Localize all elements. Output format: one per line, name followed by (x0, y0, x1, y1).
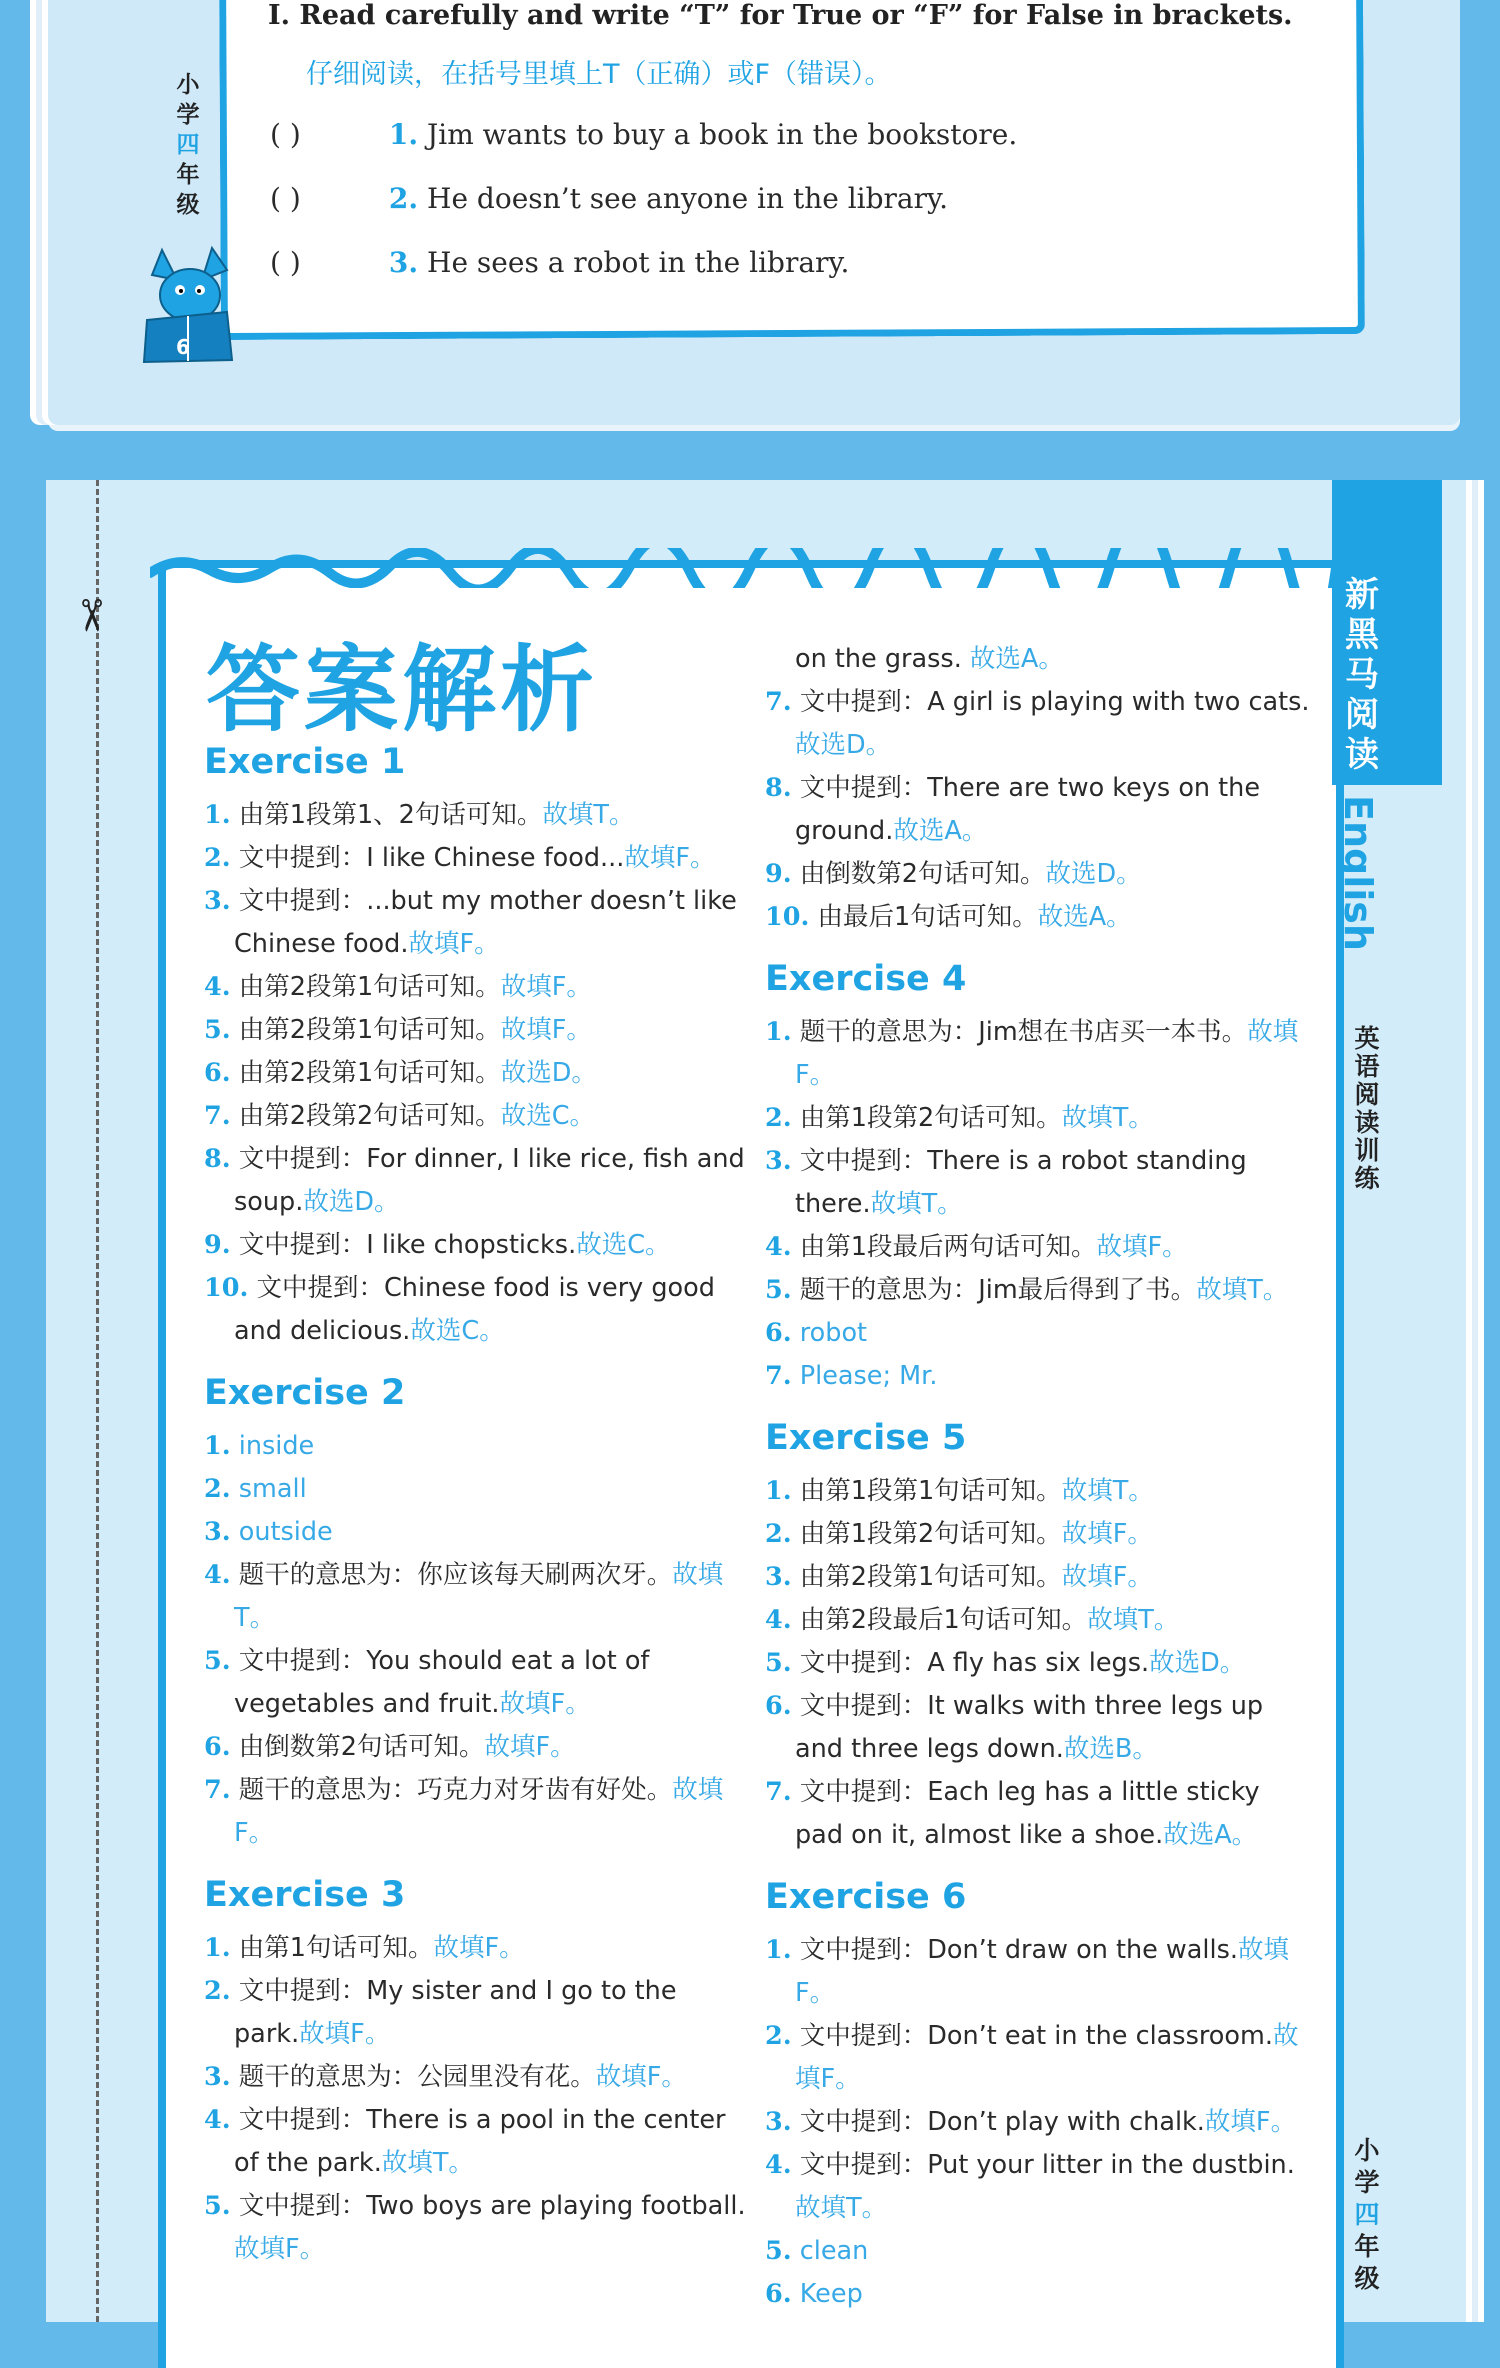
answer-key: 故填F。 (1204, 2107, 1297, 2137)
question-number: 1. (388, 118, 419, 151)
answer-text: 由第2段第1句话可知。 (238, 1058, 501, 1088)
answer-text: 文中提到：You should eat a lot of vegetables and fruit. (234, 1646, 650, 1719)
answer-text: 文中提到：There is a pool in the center of the park. (234, 2105, 726, 2178)
answer-key: 故选D。 (1045, 859, 1142, 889)
answer-key: small (238, 1474, 307, 1504)
answer-text: 由最后1句话可知。 (817, 902, 1038, 932)
list-item (765, 1556, 1310, 1599)
exercise-title: Exercise 1 (204, 742, 406, 782)
answer-key: 故选A。 (1163, 1820, 1258, 1850)
answer-key: 故选A。 (1037, 902, 1132, 932)
scissors-icon: ✂ (64, 597, 116, 634)
answer-key: 故填T。 (381, 2148, 474, 2178)
item-number: 7. (204, 1101, 231, 1131)
grade-char: 小 (176, 72, 200, 98)
answer-key: robot (799, 1318, 868, 1348)
item-number: 5. (204, 1015, 231, 1045)
item-number: 3. (204, 2062, 231, 2092)
answer-key: 故选D。 (1149, 1648, 1246, 1678)
exercise-title: Exercise 2 (204, 1373, 406, 1413)
answer-key: 故填F。 (499, 1689, 591, 1719)
item-number: 8. (204, 1144, 231, 1174)
answer-text: 题干的意思为：公园里没有花。 (238, 2062, 596, 2092)
item-number: 5. (204, 2191, 231, 2221)
grade-char: 小 (1354, 2136, 1380, 2165)
item-number: 1. (204, 800, 231, 830)
list-item (204, 2056, 749, 2099)
item-number: 2. (765, 1519, 792, 1549)
subtitle-char: 阅 (1354, 1080, 1380, 1109)
answer-key: 故填F。 (234, 1775, 724, 1848)
answer-key: 故选A。 (969, 644, 1064, 674)
answer-key: 故填F。 (1096, 1232, 1188, 1262)
page-number: 6 (176, 335, 190, 359)
item-number: 1. (204, 1933, 231, 1963)
list-item (765, 2273, 1310, 2316)
grade-char: 级 (1354, 2264, 1380, 2293)
series-char: 阅 (1345, 695, 1379, 735)
answer-text: 文中提到：Don’t play with chalk. (799, 2107, 1205, 2137)
item-number: 3. (765, 1562, 792, 1592)
answer-key: 故填F。 (1061, 1519, 1153, 1549)
question-text: He doesn’t see anyone in the library. (427, 182, 948, 215)
item-number: 3. (765, 1146, 792, 1176)
item-number: 9. (765, 859, 792, 889)
item-number: 5. (765, 2236, 792, 2266)
item-number: 4. (204, 2105, 231, 2135)
answer-list (765, 681, 1310, 939)
answer-key: 故选A。 (893, 816, 988, 846)
answer-text: 文中提到：It walks with three legs up and three legs down. (795, 1691, 1264, 1764)
item-number: 10. (204, 1273, 249, 1303)
answer-key: 故填F。 (624, 843, 716, 873)
grade-char: 四 (176, 132, 200, 158)
list-item (765, 1355, 1310, 1398)
item-number: 4. (204, 972, 231, 1002)
item-number: 6. (765, 2279, 792, 2309)
list-item (204, 1970, 749, 2056)
list-item (765, 1011, 1310, 1097)
list-item (204, 1224, 749, 1267)
answer-key: 故填T。 (1061, 1476, 1154, 1506)
answer-list (204, 1425, 749, 1855)
answer-key: 故选D。 (303, 1187, 400, 1217)
list-item (765, 1929, 1310, 2015)
answer-text: 文中提到：I like chopsticks. (238, 1230, 577, 1260)
list-item (765, 1513, 1310, 1556)
answers-right-column (765, 638, 1310, 2316)
subtitle-char: 语 (1354, 1052, 1380, 1081)
series-char: 新 (1345, 575, 1379, 615)
item-number: 6. (204, 1732, 231, 1762)
list-item (765, 1685, 1310, 1771)
grade-char: 年 (1354, 2232, 1380, 2261)
answer-key: 故填T。 (1196, 1275, 1289, 1305)
list-item (765, 1226, 1310, 1269)
answer-key: 故填T。 (542, 800, 635, 830)
grade-char: 学 (176, 102, 200, 128)
question-number: 2. (388, 182, 419, 215)
item-number: 10. (765, 902, 810, 932)
list-item (204, 1095, 749, 1138)
list-item (204, 1726, 749, 1769)
item-number: 3. (765, 2107, 792, 2137)
item-number: 3. (204, 886, 231, 916)
subtitle-char: 英 (1354, 1024, 1380, 1053)
answer-key: 故填F。 (433, 1933, 525, 1963)
answer-text: 由第1段最后两句话可知。 (799, 1232, 1097, 1262)
item-number: 4. (765, 1605, 792, 1635)
answer-text: 由第2段第1句话可知。 (238, 972, 501, 1002)
list-item (204, 1769, 749, 1855)
question-number: 3. (388, 246, 419, 279)
list-item (204, 1640, 749, 1726)
list-item (765, 1771, 1310, 1857)
grade-char: 级 (176, 192, 200, 218)
answer-text: 由第2段最后1句话可知。 (799, 1605, 1088, 1635)
answer-text: 题干的意思为：Jim想在书店买一本书。 (799, 1017, 1248, 1047)
answer-text: 文中提到：Don’t draw on the walls. (799, 1935, 1238, 1965)
list-item (204, 794, 749, 837)
answer-text: 文中提到：Don’t eat in the classroom. (799, 2021, 1273, 2051)
answers-left-column (204, 740, 749, 2271)
list-item (204, 966, 749, 1009)
answer-text: 题干的意思为：你应该每天刷两次牙。 (238, 1560, 673, 1590)
answer-key: outside (238, 1517, 333, 1547)
item-number: 8. (765, 773, 792, 803)
top-question-panel (219, 0, 1365, 340)
answer-key: 故填F。 (795, 1935, 1289, 2008)
item-number: 7. (765, 687, 792, 717)
answer-text: 文中提到：There is a robot standing there. (795, 1146, 1247, 1219)
answer-list (204, 1927, 749, 2271)
answer-text: 文中提到：For dinner, I like rice, fish and soup. (234, 1144, 745, 1217)
list-item (204, 2185, 749, 2271)
list-item (765, 2101, 1310, 2144)
item-number: 2. (204, 843, 231, 873)
question-row (270, 118, 1017, 151)
list-item (204, 880, 749, 966)
answer-key: 故填F。 (500, 1015, 592, 1045)
item-number: 1. (765, 1935, 792, 1965)
item-number: 1. (204, 1431, 231, 1461)
answer-key: Keep (799, 2279, 863, 2309)
cut-line (96, 480, 99, 2322)
list-item (204, 1554, 749, 1640)
item-number: 9. (204, 1230, 231, 1260)
item-number: 6. (204, 1058, 231, 1088)
answer-text: 由第1段第1句话可知。 (799, 1476, 1062, 1506)
answer-text: 题干的意思为：巧克力对牙齿有好处。 (238, 1775, 673, 1805)
item-number: 3. (204, 1517, 231, 1547)
item-number: 2. (204, 1474, 231, 1504)
answer-list (765, 1470, 1310, 1857)
grade-char: 年 (176, 162, 200, 188)
side-subtitle (1352, 1025, 1382, 1193)
answer-list (765, 1929, 1310, 2316)
item-number: 7. (204, 1775, 231, 1805)
answer-key: 故填F。 (795, 2021, 1299, 2094)
answer-text: 文中提到：There are two keys on the ground. (795, 773, 1261, 846)
list-item (765, 1642, 1310, 1685)
answer-key: 故填F。 (234, 2234, 326, 2264)
list-item (204, 1009, 749, 1052)
list-item (765, 1470, 1310, 1513)
side-grade-label (170, 70, 206, 220)
answer-text: 由第1段第1、2句话可知。 (238, 800, 543, 830)
series-char: 读 (1345, 735, 1379, 775)
grade-char: 学 (1354, 2168, 1380, 2197)
item-number: 4. (765, 2150, 792, 2180)
list-item (765, 853, 1310, 896)
answer-text: 文中提到：A fly has six legs. (799, 1648, 1150, 1678)
answer-text: 文中提到：Two boys are playing football. (238, 2191, 746, 2221)
answer-text: 文中提到：Put your litter in the dustbin. (799, 2150, 1295, 2180)
answer-key: 故填T。 (1061, 1103, 1154, 1133)
answer-text: 由第2段第2句话可知。 (238, 1101, 501, 1131)
item-number: 2. (765, 1103, 792, 1133)
answer-text: 由第2段第1句话可知。 (238, 1015, 501, 1045)
answer-text: on the grass. (795, 644, 962, 674)
answer-key: 故填F。 (408, 929, 500, 959)
list-item (765, 1140, 1310, 1226)
answer-text: 文中提到：Chinese food is very good and delicious. (234, 1273, 715, 1346)
list-item (765, 767, 1310, 853)
list-item (204, 1425, 749, 1468)
question-text: He sees a robot in the library. (427, 246, 850, 279)
answer-text: 由第2段第1句话可知。 (799, 1562, 1062, 1592)
answer-text: 文中提到：My sister and I go to the park. (234, 1976, 677, 2049)
question-text: Jim wants to buy a book in the bookstore. (427, 118, 1018, 151)
item-number: 6. (765, 1691, 792, 1721)
answer-text: 文中提到：Each leg has a little sticky pad on it, almost like a shoe. (795, 1777, 1260, 1850)
answer-key: 故填F。 (1061, 1562, 1153, 1592)
list-item (765, 1599, 1310, 1642)
exercise-title: Exercise 5 (765, 1418, 967, 1458)
answer-key: clean (799, 2236, 869, 2266)
subtitle-char: 练 (1354, 1164, 1380, 1193)
list-item (765, 1312, 1310, 1355)
grade-char: 四 (1354, 2200, 1380, 2229)
answer-key: 故填F。 (299, 2019, 391, 2049)
item-number: 4. (204, 1560, 231, 1590)
question-heading: Ⅰ. Read carefully and write “T” for True or “F” for False in brackets. (268, 0, 1293, 31)
subtitle-char: 读 (1354, 1108, 1380, 1137)
question-row (270, 182, 948, 215)
series-char: 黑 (1345, 615, 1379, 655)
item-number: 2. (765, 2021, 792, 2051)
subtitle-char: 训 (1354, 1136, 1380, 1165)
series-char: 马 (1345, 655, 1379, 695)
list-item (765, 2230, 1310, 2273)
answer-text: 由第1段第2句话可知。 (799, 1103, 1062, 1133)
side-grade-label-bottom (1352, 2135, 1382, 2295)
list-item (765, 1097, 1310, 1140)
answer-list (204, 794, 749, 1353)
answer-key: 故选C。 (410, 1316, 505, 1346)
answer-bracket[interactable]: ( ) (270, 182, 301, 215)
answer-key: 故选B。 (1063, 1734, 1158, 1764)
list-item (204, 2099, 749, 2185)
list-item (765, 896, 1310, 939)
list-item (204, 1138, 749, 1224)
list-item (765, 681, 1310, 767)
answer-list (765, 1011, 1310, 1398)
answer-bracket[interactable]: ( ) (270, 118, 301, 151)
page-title: 答案解析 (206, 636, 599, 745)
answer-key: 故填T。 (234, 1560, 724, 1633)
item-number: 2. (204, 1976, 231, 2006)
answer-key: 故填F。 (500, 972, 592, 1002)
exercise-title: Exercise 3 (204, 1875, 406, 1915)
item-number: 6. (765, 1318, 792, 1348)
list-item (204, 1511, 749, 1554)
answer-key: 故填F。 (595, 2062, 687, 2092)
list-item (765, 2144, 1310, 2230)
list-item (204, 837, 749, 880)
wavy-border-decoration (150, 548, 1336, 588)
exercise-title: Exercise 6 (765, 1877, 967, 1917)
list-item (765, 638, 1310, 681)
answer-key: 故选D。 (795, 730, 892, 760)
question-row (270, 246, 849, 279)
answer-text: 由倒数第2句话可知。 (238, 1732, 485, 1762)
list-item (204, 1468, 749, 1511)
list-item (204, 1267, 749, 1353)
answer-key: 故填F。 (484, 1732, 576, 1762)
list-item (765, 1269, 1310, 1312)
item-number: 1. (765, 1017, 792, 1047)
series-name (1344, 575, 1380, 775)
answer-key: 故填T。 (795, 2193, 888, 2223)
item-number: 5. (765, 1275, 792, 1305)
answer-key: 故填T。 (1087, 1605, 1180, 1635)
side-english-label: English (1336, 795, 1380, 951)
item-number: 5. (204, 1646, 231, 1676)
answer-text: 文中提到：...but my mother doesn’t like Chinese food. (234, 886, 737, 959)
item-number: 1. (765, 1476, 792, 1506)
answer-key: 故选D。 (500, 1058, 597, 1088)
answer-key: 故填F。 (795, 1017, 1299, 1090)
item-number: 7. (765, 1777, 792, 1807)
answer-text: 题干的意思为：Jim最后得到了书。 (799, 1275, 1197, 1305)
list-item (765, 2015, 1310, 2101)
answer-key: 故选C。 (500, 1101, 595, 1131)
answer-text: 文中提到：I like Chinese food... (238, 843, 625, 873)
answer-text: 由倒数第2句话可知。 (799, 859, 1046, 889)
answer-text: 文中提到：A girl is playing with two cats. (799, 687, 1310, 717)
answer-key: 故选C。 (576, 1230, 671, 1260)
answer-key: inside (238, 1431, 315, 1461)
exercise-title: Exercise 4 (765, 959, 967, 999)
answer-text: 由第1段第2句话可知。 (799, 1519, 1062, 1549)
item-number: 4. (765, 1232, 792, 1262)
answer-key: 故填T。 (870, 1189, 963, 1219)
list-item (204, 1052, 749, 1095)
answer-key: Please; Mr. (799, 1361, 938, 1391)
answer-bracket[interactable]: ( ) (270, 246, 301, 279)
list-item (204, 1927, 749, 1970)
item-number: 5. (765, 1648, 792, 1678)
answer-text: 由第1句话可知。 (238, 1933, 434, 1963)
question-heading-cn: 仔细阅读，在括号里填上T（正确）或F（错误）。 (306, 59, 892, 90)
item-number: 7. (765, 1361, 792, 1391)
